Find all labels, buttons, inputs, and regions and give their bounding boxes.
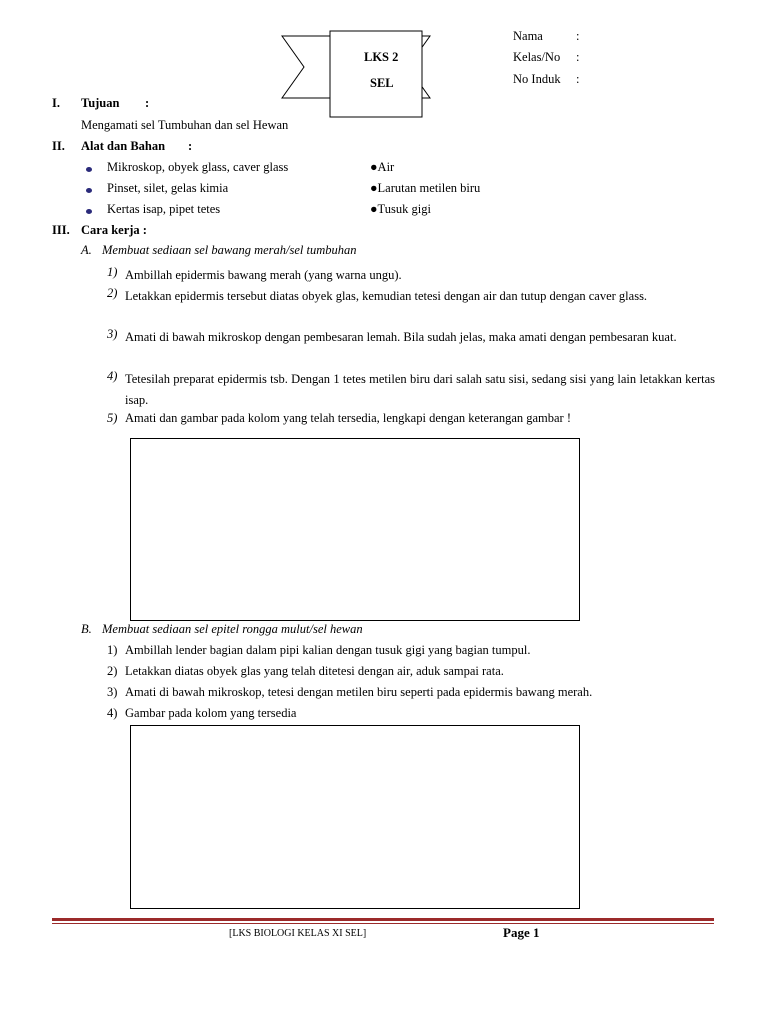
tool-item: Mikroskop, obyek glass, caver glass [107,160,289,174]
step-text: Ambillah lender bagian dalam pipi kalian dengan tusuk gigi yang bagian tumpul. [125,643,531,657]
bullet-icon [86,188,92,193]
material-item: ●Air [370,160,395,174]
step-number: 4) [107,369,118,383]
lks-banner [278,28,434,124]
section-3-title: Cara kerja : [81,223,147,237]
step-text: Ambillah epidermis bawang merah (yang warna ungu). [125,268,402,282]
banner-title: LKS 2 [364,50,399,64]
step-number: 1) [107,643,118,657]
class-label: Kelas/No [513,50,561,64]
section-2-number: II. [52,139,65,153]
student-id-label: No Induk [513,72,561,86]
step-number: 1) [107,265,118,279]
step-number: 3) [107,327,118,341]
step-number: 3) [107,685,118,699]
step-text: Letakkan diatas obyek glas yang telah ditetesi dengan air, aduk sampai rata. [125,664,504,678]
section-2-title: Alat dan Bahan [81,139,166,153]
section-3-number: III. [52,223,70,237]
name-label: Nama [513,29,543,43]
step-number: 4) [107,706,118,720]
step-text: Amati dan gambar pada kolom yang telah tersedia, lengkapi dengan keterangan gambar ! [125,411,572,425]
footer-rule [52,918,714,921]
part-a-title: Membuat sediaan sel bawang merah/sel tumbuhan [102,243,357,257]
part-a-letter: A. [81,243,92,257]
part-b-title: Membuat sediaan sel epitel rongga mulut/sel hewan [102,622,363,636]
student-id-colon: : [576,72,580,86]
tool-item: Pinset, silet, gelas kimia [107,181,229,195]
step-text: Tetesilah preparat epidermis tsb. Dengan 1 tetes metilen biru dari salah satu sisi, sedang sisi yang lain letakkan kertas isap. [125,372,715,407]
section-1-colon: : [145,96,150,110]
bullet-icon [86,209,92,214]
step-text: Amati di bawah mikroskop dengan pembesaran lemah. Bila sudah jelas, maka amati dengan pembesaran kuat. [125,330,677,344]
section-2-colon: : [188,139,193,153]
footer-rule-thin [52,923,714,924]
material-item: ●Larutan metilen biru [370,181,481,195]
page-number: Page 1 [503,925,540,940]
objective-text: Mengamati sel Tumbuhan dan sel Hewan [81,118,289,132]
part-b-letter: B. [81,622,92,636]
step-text: Amati di bawah mikroskop, tetesi dengan metilen biru seperti pada epidermis bawang merah. [125,685,593,699]
step-number: 2) [107,664,118,678]
section-1-number: I. [52,96,60,110]
class-colon: : [576,50,580,64]
footer-title: [LKS BIOLOGI KELAS XI SEL] [229,928,367,939]
section-1-title: Tujuan [81,96,120,110]
step-number: 2) [107,286,118,300]
step-text: Letakkan epidermis tersebut diatas obyek glas, kemudian tetesi dengan air dan tutup dengan caver glass. [125,289,648,303]
name-colon: : [576,29,580,43]
tool-item: Kertas isap, pipet tetes [107,202,221,216]
banner-subtitle: SEL [370,76,394,90]
step-number: 5) [107,411,118,425]
step-text: Gambar pada kolom yang tersedia [125,706,297,720]
material-item: ●Tusuk gigi [370,202,431,216]
drawing-box-plant-cell[interactable] [130,438,580,621]
bullet-icon [86,167,92,172]
drawing-box-animal-cell[interactable] [130,725,580,909]
